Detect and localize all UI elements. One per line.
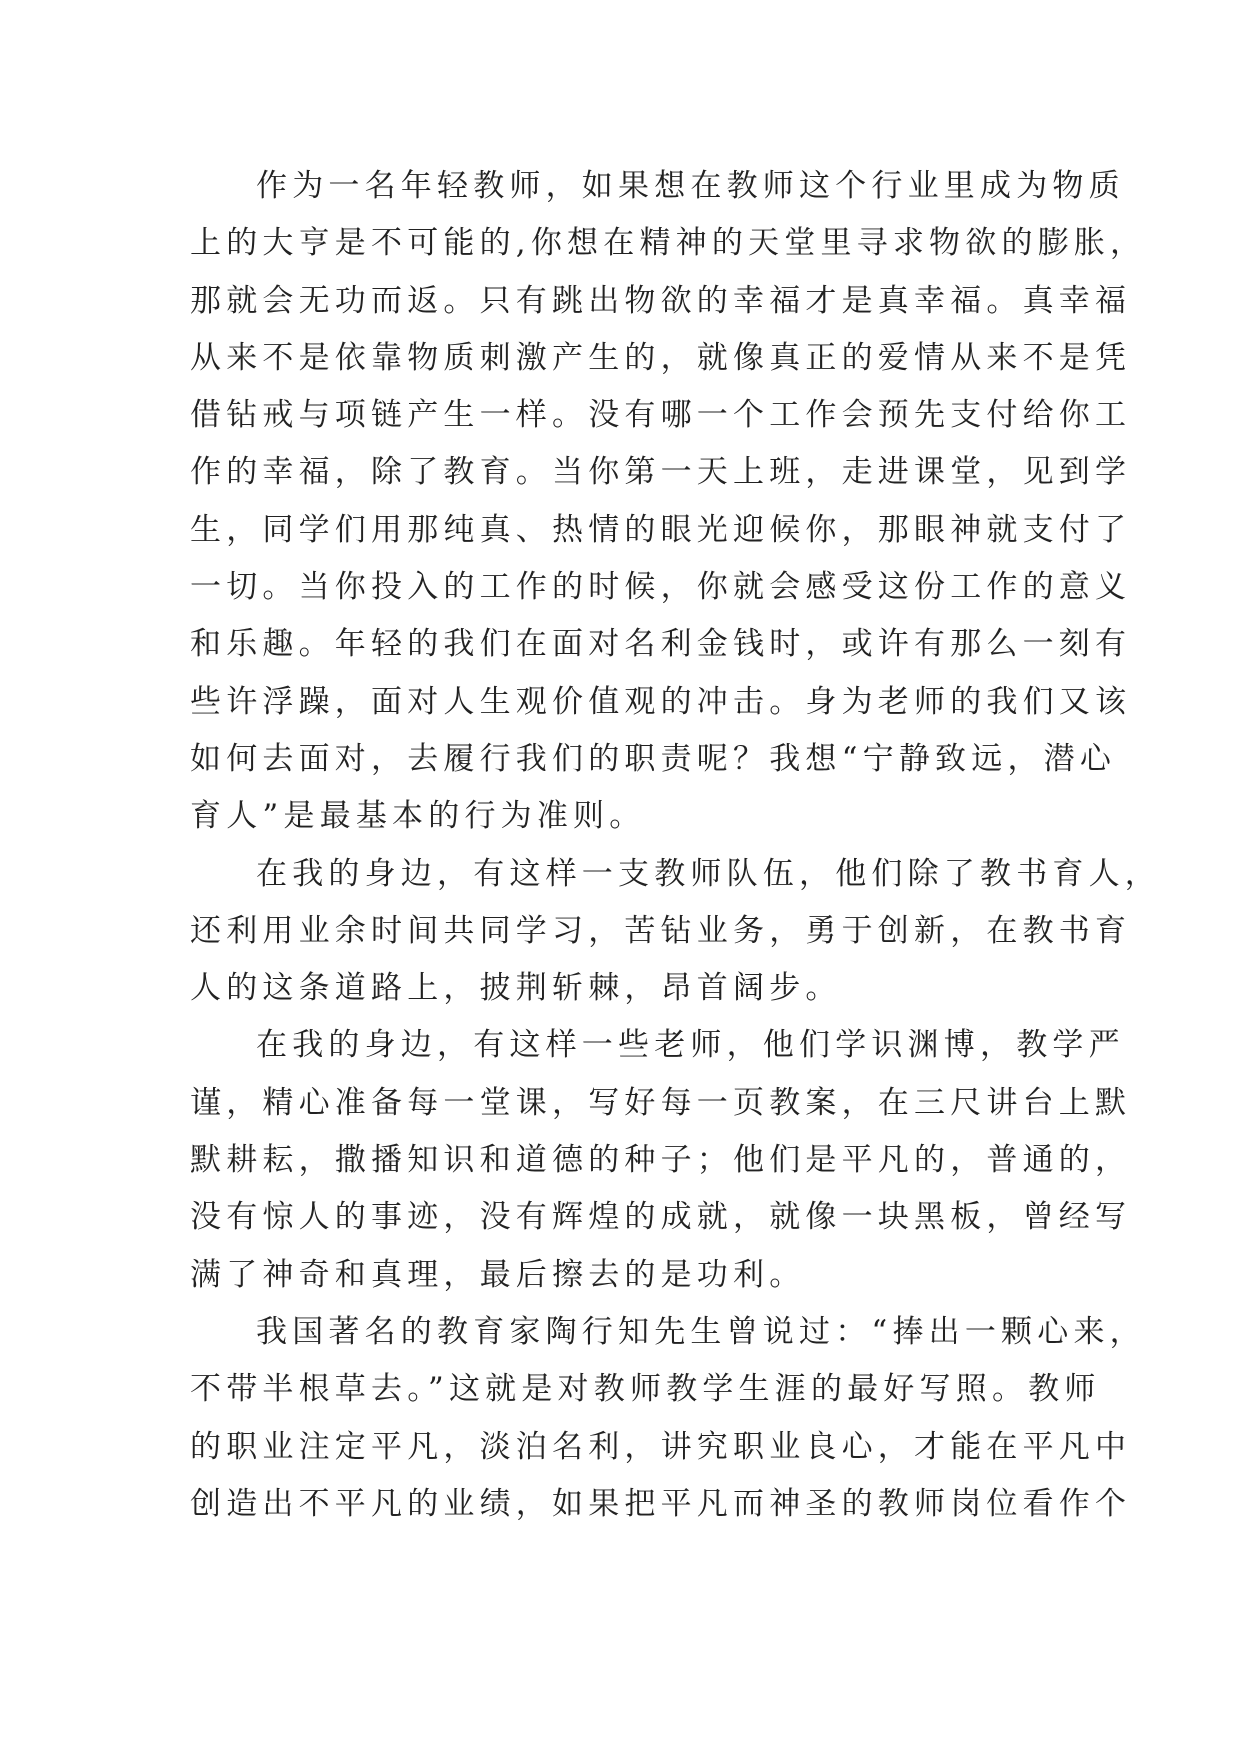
text-line: 育人”是最基本的行为准则。: [190, 798, 646, 835]
text-line: 一切。当你投入的工作的时候，你就会感受这份工作的意义: [190, 569, 1132, 606]
text-line: 从来不是依靠物质刺激产生的，就像真正的爱情从来不是凭: [190, 339, 1132, 376]
text-line: 还利用业余时间共同学习，苦钻业务，勇于创新，在教书育: [190, 912, 1132, 949]
text-line: 没有惊人的事迹，没有辉煌的成就，就像一块黑板，曾经写: [190, 1199, 1132, 1236]
text-line: 创造出不平凡的业绩，如果把平凡而神圣的教师岗位看作个: [190, 1485, 1132, 1522]
text-line: 生，同学们用那纯真、热情的眼光迎候你，那眼神就支付了: [190, 511, 1132, 548]
text-line: 作的幸福，除了教育。当你第一天上班，走进课堂，见到学: [190, 454, 1132, 491]
text-line: 借钻戒与项链产生一样。没有哪一个工作会预先支付给你工: [190, 397, 1132, 434]
text-line: 些许浮躁，面对人生观价值观的冲击。身为老师的我们又该: [190, 683, 1132, 720]
document-body: [190, 158, 1161, 1533]
text-line: 不带半根草去。”这就是对教师教学生涯的最好写照。教师: [190, 1371, 1101, 1408]
text-line: 在我的身边，有这样一支教师队伍，他们除了教书育人，: [256, 855, 1161, 892]
text-line: 那就会无功而返。只有跳出物欲的幸福才是真幸福。真幸福: [190, 282, 1132, 319]
text-line: 如何去面对，去履行我们的职责呢？我想“宁静致远，潜心: [190, 740, 1117, 777]
text-line: 的职业注定平凡，淡泊名利，讲究职业良心，才能在平凡中: [190, 1428, 1132, 1465]
text-line: 满了神奇和真理，最后擦去的是功利。: [190, 1256, 806, 1293]
text-line: 作为一名年轻教师，如果想在教师这个行业里成为物质: [256, 168, 1125, 204]
text-line: 默耕耘，撒播知识和道德的种子；他们是平凡的，普通的，: [190, 1142, 1132, 1179]
text-line: 人的这条道路上，披荆斩棘，昂首阔步。: [190, 970, 842, 1007]
text-line: 上的大亨是不可能的,你想在精神的天堂里寻求物欲的膨胀，: [190, 225, 1147, 262]
text-line: 和乐趣。年轻的我们在面对名利金钱时，或许有那么一刻有: [190, 626, 1132, 663]
text-line: 在我的身边，有这样一些老师，他们学识渊博，教学严: [256, 1027, 1125, 1064]
text-line: 谨，精心准备每一堂课，写好每一页教案，在三尺讲台上默: [190, 1084, 1132, 1121]
text-line: 我国著名的教育家陶行知先生曾说过：“捧出一颗心来，: [256, 1313, 1146, 1350]
